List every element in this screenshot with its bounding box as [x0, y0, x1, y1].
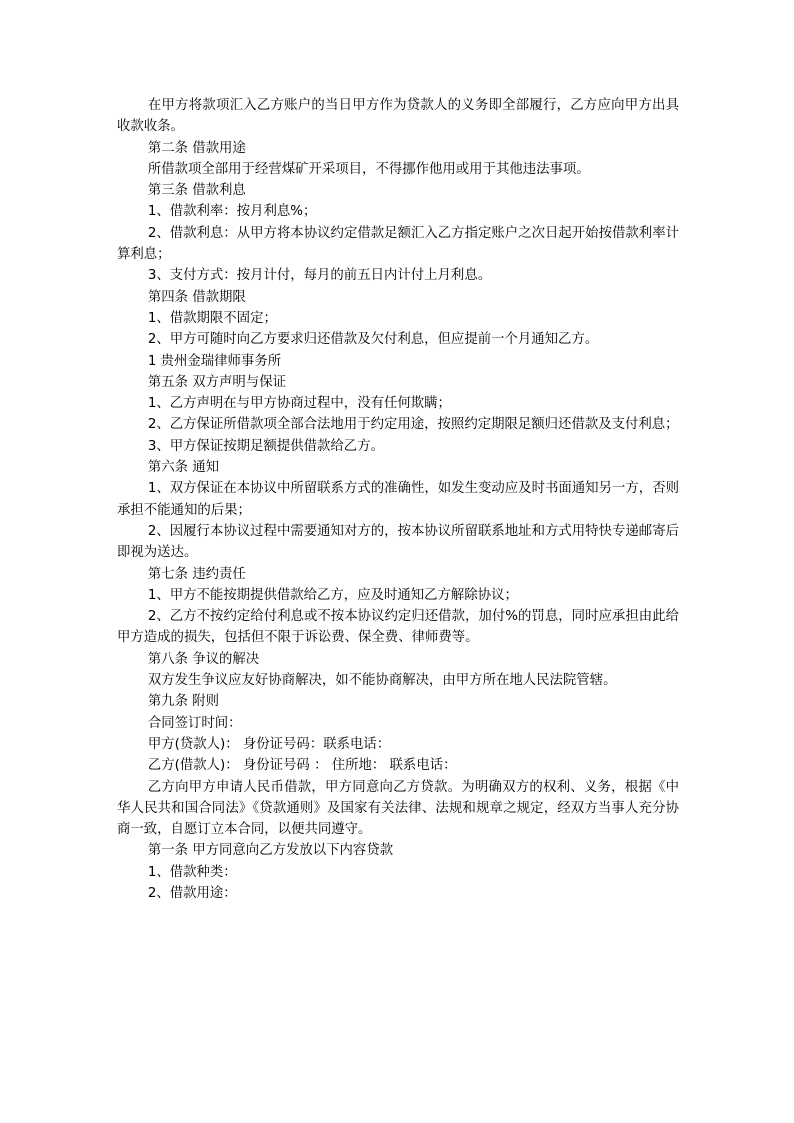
paragraph-party-a: 甲方(贷款人)： 身份证号码：联系电话：	[147, 736, 391, 752]
paragraph-loan-use: 2、借款用途：	[147, 885, 237, 901]
article-7-heading: 第七条 违约责任	[147, 566, 246, 582]
document-page	[117, 95, 679, 904]
article-3-heading: 第三条 借款利息	[147, 183, 246, 199]
paragraph-breach-1: 1、甲方不能按期提供借款给乙方，应及时通知乙方解除协议；	[147, 587, 518, 603]
article-6-heading: 第六条 通知	[147, 460, 220, 476]
paragraph-notice-2: 2、因履行本协议过程中需要通知对方的，按本协议所留联系地址和方式用特快专递邮寄后即视为送达。	[117, 523, 679, 561]
paragraph-declaration-2: 2、乙方保证所借款项全部合法地用于约定用途，按照约定期限足额归还借款及支付利息；	[147, 417, 679, 433]
article-5-heading: 第五条 双方声明与保证	[147, 374, 286, 390]
paragraph-dispute: 双方发生争议应友好协商解决，如不能协商解决，由甲方所在地人民法院管辖。	[147, 673, 617, 689]
page-footer-law-firm: 1 贵州金瑞律师事务所	[147, 353, 282, 369]
paragraph-term-recall: 2、甲方可随时向乙方要求归还借款及欠付利息，但应提前一个月通知乙方。	[147, 332, 599, 348]
paragraph-party-b: 乙方(借款人)： 身份证号码 ： 住所地： 联系电话：	[147, 758, 457, 774]
article-2-heading: 第二条 借款用途	[147, 140, 246, 156]
paragraph-signing-date: 合同签订时间：	[147, 715, 242, 731]
paragraph-loan-type: 1、借款种类：	[147, 864, 237, 880]
paragraph-preamble: 乙方向甲方申请人民币借款，甲方同意向乙方贷款。为明确双方的权利、义务，根据《中华人民共和国合同法》《贷款通则》及国家有关法律、法规和规章之规定，经双方当事人充分协商一致，自愿订立本合同，以便共同遵守。	[117, 779, 679, 838]
paragraph-declaration-1: 1、乙方声明在与甲方协商过程中，没有任何欺瞒；	[147, 396, 451, 412]
paragraph-interest-calc: 2、借款利息：从甲方将本协议约定借款足额汇入乙方指定账户之次日起开始按借款利率计算利息；	[117, 225, 679, 263]
article-4-heading: 第四条 借款期限	[147, 289, 246, 305]
paragraph-declaration-3: 3、甲方保证按期足额提供借款给乙方。	[147, 438, 384, 454]
paragraph-receipt: 在甲方将款项汇入乙方账户的当日甲方作为贷款人的义务即全部履行，乙方应向甲方出具收款收条。	[117, 98, 679, 135]
paragraph-term-not-fixed: 1、借款期限不固定；	[147, 310, 277, 326]
article-8-heading: 第八条 争议的解决	[147, 651, 260, 667]
paragraph-notice-1: 1、双方保证在本协议中所留联系方式的准确性，如发生变动应及时书面通知另一方，否则承担不能通知的后果；	[117, 481, 679, 518]
paragraph-loan-purpose: 所借款项全部用于经营煤矿开采项目，不得挪作他用或用于其他违法事项。	[147, 161, 590, 177]
article-9-heading: 第九条 附则	[147, 694, 220, 710]
paragraph-interest-rate: 1、借款利率：按月利息%；	[147, 204, 317, 220]
article-1-heading: 第一条 甲方同意向乙方发放以下内容贷款	[147, 843, 394, 859]
paragraph-payment-method: 3、支付方式：按月计付，每月的前五日内计付上月利息。	[147, 268, 492, 284]
paragraph-breach-2: 2、乙方不按约定给付利息或不按本协议约定归还借款，加付%的罚息，同时应承担由此给甲方造成的损失，包括但不限于诉讼费、保全费、律师费等。	[117, 609, 679, 646]
